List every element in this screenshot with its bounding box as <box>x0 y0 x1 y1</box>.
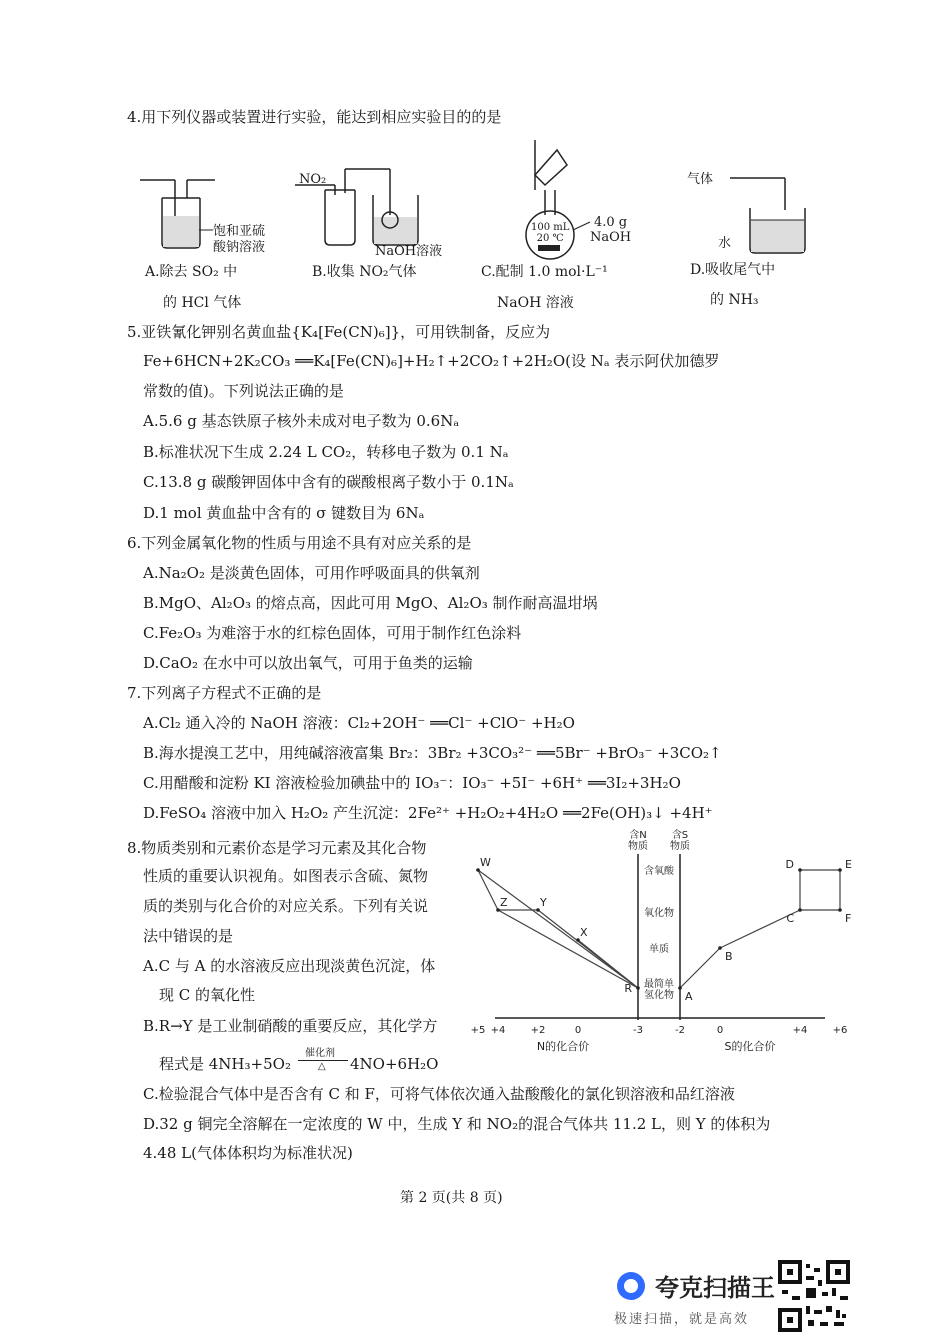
n-axis-label: N的化合价 <box>536 1040 590 1053</box>
s-header-1: 物质 <box>670 841 690 852</box>
valence-chart <box>470 828 852 1060</box>
n-header-0: 含N <box>629 830 647 841</box>
figd-caption-2: 的 NH₃ <box>710 292 759 308</box>
s-point-label-E: E <box>845 858 852 871</box>
n-link-R-X <box>578 940 638 988</box>
q5-option-c: C.13.8 g 碳酸钾固体中含有的碳酸根离子数小于 0.1Nₐ <box>143 473 514 491</box>
figa-caption-2: 的 HCl 气体 <box>163 295 242 311</box>
q5-stem-3: 常数的值)。下列说法正确的是 <box>143 382 344 400</box>
s-tick-+6: +6 <box>832 1025 848 1036</box>
n-tick-+2: +2 <box>530 1025 546 1036</box>
q4-figure-d <box>715 168 825 258</box>
figa-solution-label: 饱和亚硫 酸钠溶液 <box>213 224 266 255</box>
figc-caption-2: NaOH 溶液 <box>497 295 574 311</box>
q8-option-d-2: 4.48 L(气体体积均为标准状况) <box>143 1144 353 1162</box>
q8-option-c: C.检验混合气体中是否含有 C 和 F，可将气体依次通入盐酸酸化的氯化钡溶液和品红溶液 <box>143 1085 735 1103</box>
q8-stem-4: 法中错误的是 <box>143 927 234 945</box>
s-tick-0: 0 <box>716 1025 724 1036</box>
s-point-label-B: B <box>725 950 733 963</box>
q5-option-a: A.5.6 g 基态铁原子核外未成对电子数为 0.6Nₐ <box>143 412 460 430</box>
qr-code-icon <box>778 1260 850 1332</box>
q7-option-a: A.Cl₂ 通入冷的 NaOH 溶液：Cl₂+2OH⁻ ══Cl⁻ +ClO⁻ +H₂O <box>143 714 575 732</box>
q4-stem: 4.用下列仪器或装置进行实验，能达到相应实验目的的是 <box>127 108 502 126</box>
n-point-label-Y: Y <box>540 896 547 909</box>
q8-option-b-1: B.R→Y 是工业制硝酸的重要反应，其化学方 <box>143 1017 438 1035</box>
s-header-0: 含S <box>671 830 689 841</box>
q8-stem-3: 质的类别与化合价的对应关系。下列有关说 <box>143 897 429 915</box>
q5-option-d: D.1 mol 黄血盐中含有的 σ 键数目为 6Nₐ <box>143 504 425 522</box>
q6-option-a: A.Na₂O₂ 是淡黄色固体，可用作呼吸面具的供氧剂 <box>143 564 480 582</box>
q6-option-b: B.MgO、Al₂O₃ 的熔点高，因此可用 MgO、Al₂O₃ 制作耐高温坩埚 <box>143 594 598 612</box>
s-point-label-F: F <box>845 912 852 925</box>
n-link-W-Z <box>478 870 498 910</box>
scanner-slogan: 极速扫描，就是高效 <box>614 1312 750 1327</box>
category-label-hydride-1: 最简单 <box>644 979 674 990</box>
figb-caption-1: B.收集 NO₂气体 <box>312 264 417 280</box>
scanner-logo-icon <box>617 1272 645 1300</box>
q8-option-d-1: D.32 g 铜完全溶解在一定浓度的 W 中，生成 Y 和 NO₂的混合气体共 11.2 L，则 Y 的体积为 <box>143 1115 771 1133</box>
s-point-label-C: C <box>786 912 794 925</box>
s-point-label-D: D <box>785 858 794 871</box>
q5-stem-2: Fe+6HCN+2K₂CO₃ ══K₄[Fe(CN)₆]+H₂↑+2CO₂↑+2H₂O(设 Nₐ 表示阿伏加德罗 <box>143 352 720 370</box>
s-link-A-B <box>680 948 720 988</box>
q8-option-a-2: 现 C 的氧化性 <box>159 986 256 1004</box>
s-point-label-A: A <box>685 990 693 1003</box>
q7-stem: 7.下列离子方程式不正确的是 <box>127 684 322 702</box>
n-point-label-X: X <box>580 926 588 939</box>
q8-stem-1: 8.物质类别和元素价态是学习元素及其化合物 <box>127 839 427 857</box>
s-point-E <box>838 868 842 872</box>
q5-option-b: B.标准状况下生成 2.24 L CO₂，转移电子数为 0.1 Nₐ <box>143 443 509 461</box>
q7-option-c: C.用醋酸和淀粉 KI 溶液检验加碘盐中的 IO₃⁻：IO₃⁻ +5I⁻ +6H⁺ ══3I₂+3H₂O <box>143 774 681 792</box>
q8-option-a-1: A.C 与 A 的水溶液反应出现淡黄色沉淀，体 <box>143 957 436 975</box>
s-point-D <box>798 868 802 872</box>
category-label-单质: 单质 <box>649 944 669 955</box>
q6-option-c: C.Fe₂O₃ 为难溶于水的红棕色固体，可用于制作红色涂料 <box>143 624 522 642</box>
s-axis-label: S的化合价 <box>724 1040 776 1053</box>
q7-option-b: B.海水提溴工艺中，用纯碱溶液富集 Br₂：3Br₂ +3CO₃²⁻ ══5Br⁻ +BrO₃⁻ +3CO₂↑ <box>143 744 722 762</box>
n-point-R <box>636 986 640 990</box>
figd-water-label: 水 <box>718 236 732 251</box>
n-point-label-Z: Z <box>500 896 508 909</box>
figc-flask-label: 100 mL 20 ℃ <box>531 222 570 244</box>
q7-option-d: D.FeSO₄ 溶液中加入 H₂O₂ 产生沉淀：2Fe²⁺ +H₂O₂+4H₂O ══2Fe(OH)₃↓ +4H⁺ <box>143 804 713 822</box>
figd-gas-label: 气体 <box>687 172 714 187</box>
n-tick-+4: +4 <box>490 1025 506 1036</box>
category-label-氧化物: 氧化物 <box>644 908 674 919</box>
n-point-label-R: R <box>624 982 632 995</box>
n-point-label-W: W <box>480 856 491 869</box>
s-point-B <box>718 946 722 950</box>
s-tick--2: -2 <box>675 1025 685 1036</box>
figb-gas-label: NO₂ <box>299 172 327 187</box>
s-point-A <box>678 986 682 990</box>
q8-catalyst-label: 催化剂 <box>305 1048 335 1059</box>
n-header-1: 物质 <box>628 841 648 852</box>
n-tick--3: -3 <box>633 1025 643 1036</box>
q8-heat-label: △ <box>318 1061 326 1072</box>
q5-stem-1: 5.亚铁氰化钾别名黄血盐{K₄[Fe(CN)₆]}，可用铁制备，反应为 <box>127 323 551 341</box>
s-point-C <box>798 908 802 912</box>
q6-option-d: D.CaO₂ 在水中可以放出氧气，可用于鱼类的运输 <box>143 654 473 672</box>
scanner-brand-name: 夸克扫描王 <box>655 1274 775 1302</box>
figa-caption-1: A.除去 SO₂ 中 <box>145 264 238 280</box>
q8-option-b-2b: 4NO+6H₂O <box>350 1055 439 1073</box>
n-tick-0: 0 <box>574 1025 582 1036</box>
s-point-F <box>838 908 842 912</box>
n-tick-+5: +5 <box>470 1025 486 1036</box>
figc-mass-label: 4.0 g NaOH <box>590 215 632 245</box>
s-tick-+4: +4 <box>792 1025 808 1036</box>
page-footer: 第 2 页(共 8 页) <box>400 1190 503 1206</box>
q8-option-b-2a: 程式是 4NH₃+5O₂ <box>159 1055 291 1073</box>
figd-caption-1: D.吸收尾气中 <box>690 262 776 278</box>
figb-solution-label: NaOH溶液 <box>375 244 443 259</box>
n-link-R-W <box>478 870 638 988</box>
figc-caption-1: C.配制 1.0 mol·L⁻¹ <box>481 264 608 280</box>
n-link-R-Z <box>498 910 638 988</box>
category-label-hydride-2: 氢化物 <box>644 990 674 1001</box>
q8-stem-2: 性质的重要认识视角。如图表示含硫、氮物 <box>143 867 429 885</box>
q6-stem: 6.下列金属氧化物的性质与用途不具有对应关系的是 <box>127 534 472 552</box>
category-label-含氧酸: 含氧酸 <box>644 866 674 877</box>
